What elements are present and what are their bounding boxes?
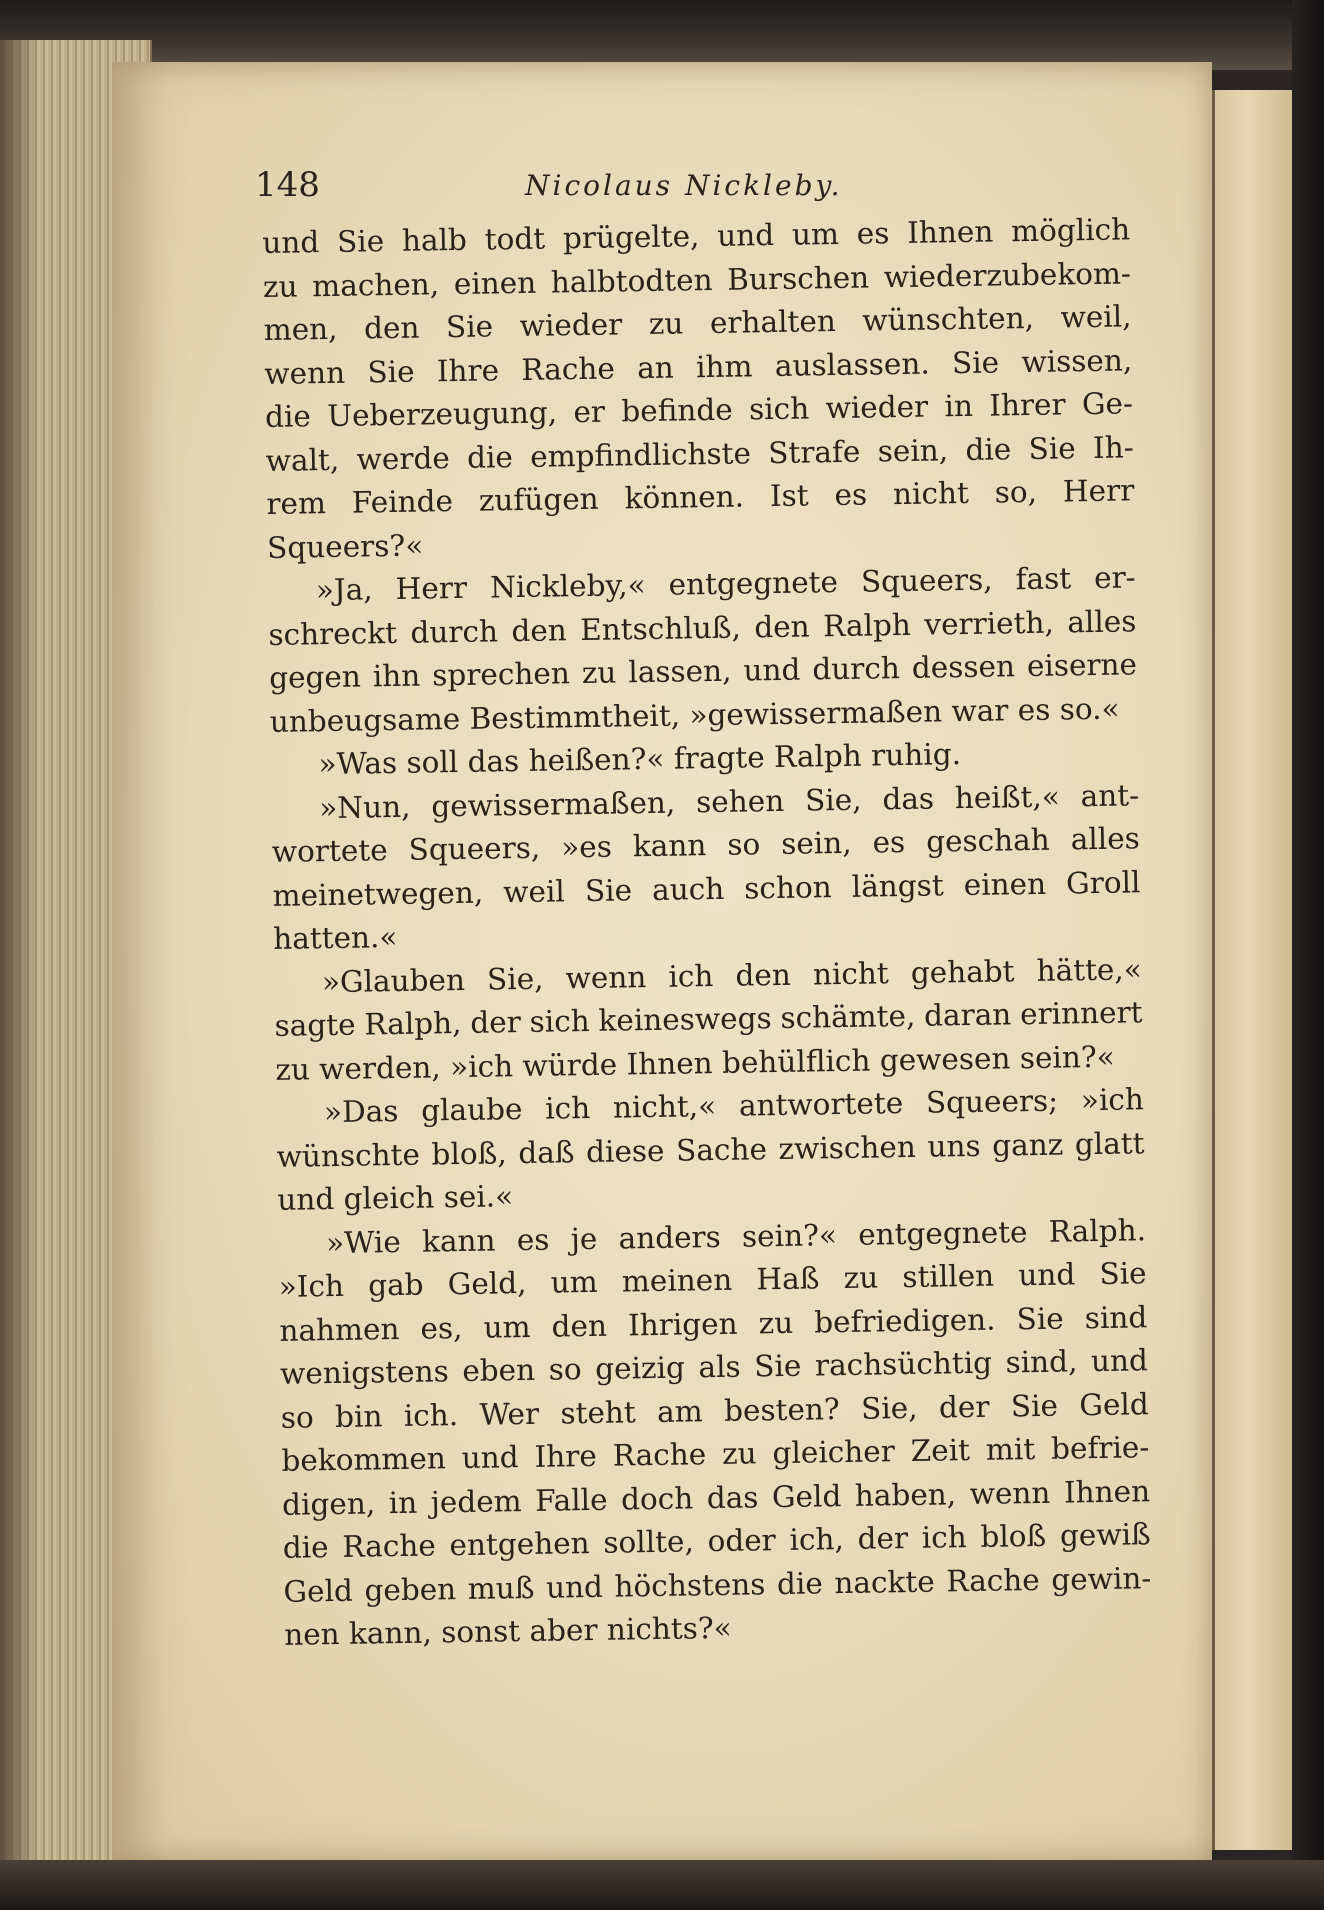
- text-line: zu werden, »ich würde Ihnen behülflich gewesen sein?«: [275, 1039, 1115, 1087]
- text-line: nen kann, sonst aber nichts?«: [283, 1610, 732, 1652]
- text-line: wenn Sie Ihre Rache an ihm auslassen. Sie wissen,: [264, 342, 1133, 391]
- text-line: bekommen und Ihre Rache zu gleicher Zeit mit befrie-: [281, 1430, 1150, 1478]
- text-line: so bin ich. Wer steht am besten? Sie, der Sie Geld: [280, 1386, 1149, 1435]
- scan-background-top: [0, 0, 1324, 70]
- body-text: [262, 208, 1152, 1657]
- text-line: Squeers?«: [266, 528, 424, 565]
- text-line: zu machen, einen halbtodten Burschen wiederzubekom-: [262, 255, 1132, 304]
- text-line: unbeugsame Bestimmtheit, »gewissermaßen war es so.«: [269, 691, 1120, 739]
- text-line: men, den Sie wieder zu erhalten wünschten, weil,: [263, 299, 1132, 347]
- text-line: gegen ihn sprechen zu lassen, und durch dessen eiserne: [268, 647, 1138, 695]
- text-line: nahmen es, um den Ihrigen zu befriedigen. Sie sind: [279, 1299, 1148, 1348]
- scan-background-bottom: [0, 1860, 1324, 1910]
- text-line: schreckt durch den Entschluß, den Ralph verrieth, alles: [268, 603, 1137, 652]
- text-line: »Glauben Sie, wenn ich den nicht gehabt hätte,«: [321, 951, 1143, 999]
- book-cover-edge: [1292, 0, 1324, 1910]
- text-line: rem Feinde zufügen können. Ist es nicht so, Herr: [266, 473, 1135, 521]
- page-number: 148: [255, 165, 320, 205]
- text-line: wenigstens eben so geizig als Sie rachsüchtig sind, und: [279, 1343, 1149, 1391]
- text-line: wünschte bloß, daß diese Sache zwischen uns ganz glatt: [276, 1125, 1145, 1174]
- text-line: sagte Ralph, der sich keineswegs schämte, daran erinnert: [274, 995, 1143, 1043]
- text-line: hatten.«: [272, 919, 398, 956]
- text-line: digen, in jedem Falle doch das Geld haben, wenn Ihnen: [281, 1473, 1151, 1522]
- text-line: wortete Squeers, »es kann so sein, es geschah alles: [271, 821, 1141, 869]
- text-line: walt, werde die empfindlichste Strafe sein, die Sie Ih-: [265, 429, 1134, 478]
- text-line: die Rache entgehen sollte, oder ich, der ich bloß gewiß: [282, 1517, 1151, 1565]
- text-line: und gleich sei.«: [277, 1179, 514, 1217]
- running-title: Nicolaus Nickleby.: [525, 169, 843, 202]
- text-line: »Was soll das heißen?« fragte Ralph ruhig.: [318, 737, 962, 782]
- text-line: und Sie halb todt prügelte, und um es Ihnen möglich: [262, 212, 1131, 260]
- text-line: »Ja, Herr Nickleby,« entgegnete Squeers, fast er-: [315, 560, 1136, 608]
- page-header: [255, 165, 1145, 215]
- text-line: »Wie kann es je anders sein?« entgegnete Ralph.: [325, 1212, 1147, 1260]
- text-line: die Ueberzeugung, er befinde sich wieder in Ihrer Ge-: [264, 386, 1134, 434]
- text-line: »Das glaube ich nicht,« antwortete Squeers; »ich: [323, 1082, 1145, 1130]
- text-line: »Ich gab Geld, um meinen Haß zu stillen und Sie: [278, 1256, 1147, 1304]
- text-line: Geld geben muß und höchstens die nackte Rache gewin-: [283, 1560, 1152, 1609]
- text-line: meinetwegen, weil Sie auch schon längst einen Groll: [272, 864, 1141, 913]
- book-page-edge-right: [1212, 90, 1295, 1850]
- text-line: »Nun, gewissermaßen, sehen Sie, das heißt,« ant-: [318, 777, 1140, 825]
